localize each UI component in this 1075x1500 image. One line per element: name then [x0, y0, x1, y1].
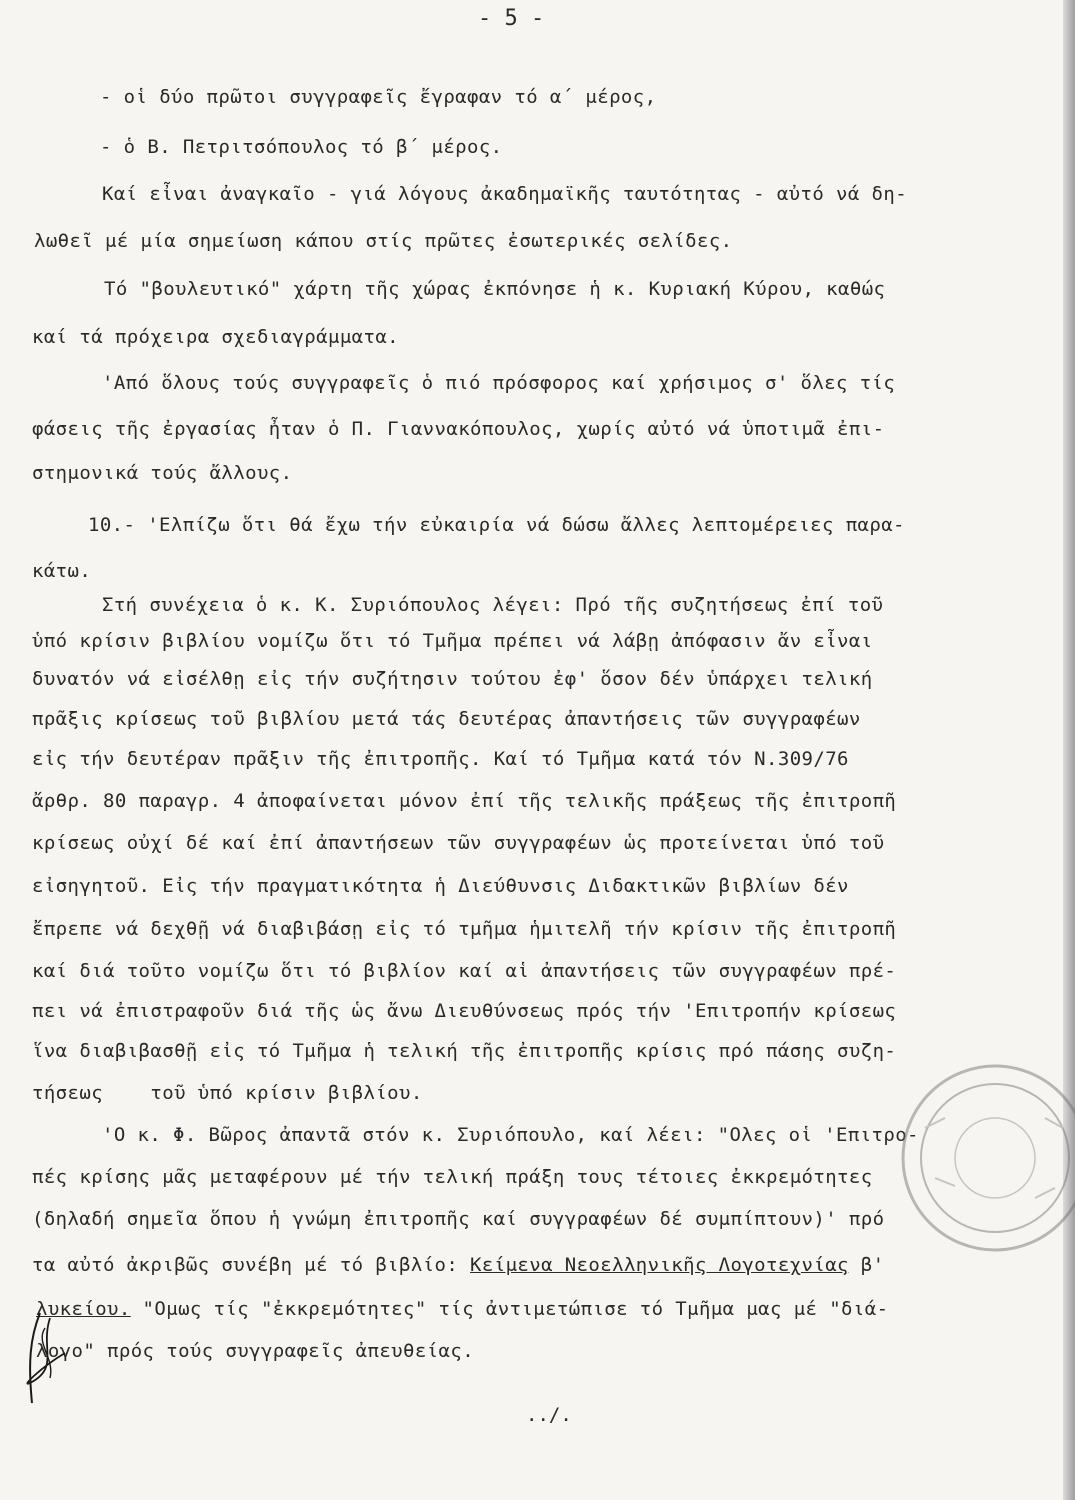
text-line: στημονικά τούς ἄλλους.: [32, 462, 293, 484]
text-line: τήσεως τοῦ ὑπό κρίσιν βιβλίου.: [32, 1082, 423, 1104]
text-line: λωθεῖ μέ μία σημείωση κάπου στίς πρῶτες ἐσωτερικές σελίδες.: [34, 230, 733, 252]
text-line: εἰς τήν δευτέραν πρᾶξιν τῆς ἐπιτροπῆς. Καί τό Τμῆμα κατά τόν Ν.309/76: [32, 748, 849, 770]
text-line: Τό "βουλευτικό" χάρτη τῆς χώρας ἐκπόνησε ἡ κ. Κυριακή Κύρου, καθώς: [104, 278, 886, 300]
text-line: πές κρίσης μᾶς μεταφέρουν μέ τήν τελική πράξη τους τέτοιες ἐκκρεμότητες: [32, 1166, 873, 1188]
text-line: λογο" πρός τούς συγγραφεῖς ἀπευθείας.: [36, 1340, 475, 1362]
text-line: - ὁ Β. Πετριτσόπουλος τό β΄ μέρος.: [100, 136, 503, 158]
text-line: πει νά ἐπιστραφοῦν διά τῆς ὡς ἄνω Διευθύνσεως πρός τήν 'Επιτροπήν κρίσεως: [32, 1000, 897, 1022]
text-line: δυνατόν νά εἰσέλθῃ εἰς τήν συζήτησιν τούτου ἐφ' ὅσον δέν ὑπάρχει τελική: [32, 668, 873, 690]
text-line: (δηλαδή σημεῖα ὅπου ἡ γνώμη ἐπιτροπῆς καί συγγραφέων δέ συμπίπτουν)' πρό: [32, 1208, 885, 1230]
text-line: ἔπρεπε νά δεχθῇ νά διαβιβάσῃ εἰς τό τμῆμα ἡμιτελῆ τήν κρίσιν τῆς ἐπιτροπῆ: [32, 918, 897, 940]
text-line: Καί εἶναι ἀναγκαῖο - γιά λόγους ἀκαδημαϊκῆς ταυτότητας - αὐτό νά δη-: [102, 183, 908, 205]
book-title-continued: λυκείου.: [36, 1298, 131, 1320]
text-line: καί τά πρόχειρα σχεδιαγράμματα.: [32, 326, 400, 348]
text-segment: τα αὐτό ἀκριβῶς συνέβη μέ τό βιβλίο:: [32, 1254, 471, 1276]
text-line: ἄρθρ. 80 παραγρ. 4 ἀποφαίνεται μόνον ἐπί τῆς τελικῆς πράξεως τῆς ἐπιτροπῆ: [32, 790, 897, 812]
text-line: πρᾶξις κρίσεως τοῦ βιβλίου μετά τάς δευτέρας ἀπαντήσεις τῶν συγγραφέων: [32, 708, 861, 730]
book-title: Κείμενα Νεοελληνικῆς Λογοτεχνίας: [470, 1254, 849, 1276]
text-line: καί διά τοῦτο νομίζω ὅτι τό βιβλίον καί αἱ ἀπαντήσεις τῶν συγγραφέων πρέ-: [32, 960, 897, 982]
text-segment: β': [848, 1254, 885, 1276]
text-line: ὑπό κρίσιν βιβλίου νομίζω ὅτι τό Τμῆμα πρέπει νά λάβῃ ἀπόφασιν ἄν εἶναι: [32, 630, 873, 652]
text-line: ἵνα διαβιβασθῇ εἰς τό Τμῆμα ἡ τελική τῆς ἐπιτροπῆς κρίσις πρό πάσης συζη-: [32, 1040, 897, 1062]
text-line-with-title: [36, 1298, 888, 1320]
text-line: - οἱ δύο πρῶτοι συγγραφεῖς ἔγραφαν τό α΄ μέρος,: [100, 86, 657, 108]
page-number: - 5 -: [478, 6, 545, 31]
text-line-with-title: [32, 1254, 884, 1276]
official-stamp: [895, 1058, 1075, 1258]
text-line: 'Ο κ. Φ. Βῶρος ἀπαντᾶ στόν κ. Συριόπουλο, καί λέει: "Ολες οἱ 'Επιτρο-: [102, 1124, 919, 1146]
text-line: κάτω.: [32, 560, 92, 582]
text-segment: "Ομως τίς "ἐκκρεμότητες" τίς ἀντιμετώπισε τό Τμῆμα μας μέ "διά-: [130, 1298, 889, 1320]
text-line: εἰσηγητοῦ. Εἰς τήν πραγματικότητα ἡ Διεύθυνσις Διδακτικῶν βιβλίων δέν: [32, 875, 849, 897]
handwritten-signature: [10, 1308, 80, 1408]
page-edge-shadow: [1063, 0, 1075, 1500]
text-line: 'Από ὅλους τούς συγγραφεῖς ὁ πιό πρόσφορος καί χρήσιμος σ' ὅλες τίς: [102, 372, 896, 394]
text-line: 10.- 'Ελπίζω ὅτι θά ἔχω τήν εὐκαιρία νά δώσω ἄλλες λεπτομέρειες παρα-: [88, 514, 905, 536]
text-line: Στή συνέχεια ὁ κ. Κ. Συριόπουλος λέγει: Πρό τῆς συζητήσεως ἐπί τοῦ: [102, 594, 884, 616]
continuation-mark: ../.: [526, 1404, 572, 1426]
text-line: κρίσεως οὐχί δέ καί ἐπί ἀπαντήσεων τῶν συγγραφέων ὡς προτείνεται ὑπό τοῦ: [32, 832, 885, 854]
text-line: φάσεις τῆς ἐργασίας ἦταν ὁ Π. Γιαννακόπουλος, χωρίς αὐτό νά ὑποτιμᾶ ἐπι-: [32, 418, 885, 440]
